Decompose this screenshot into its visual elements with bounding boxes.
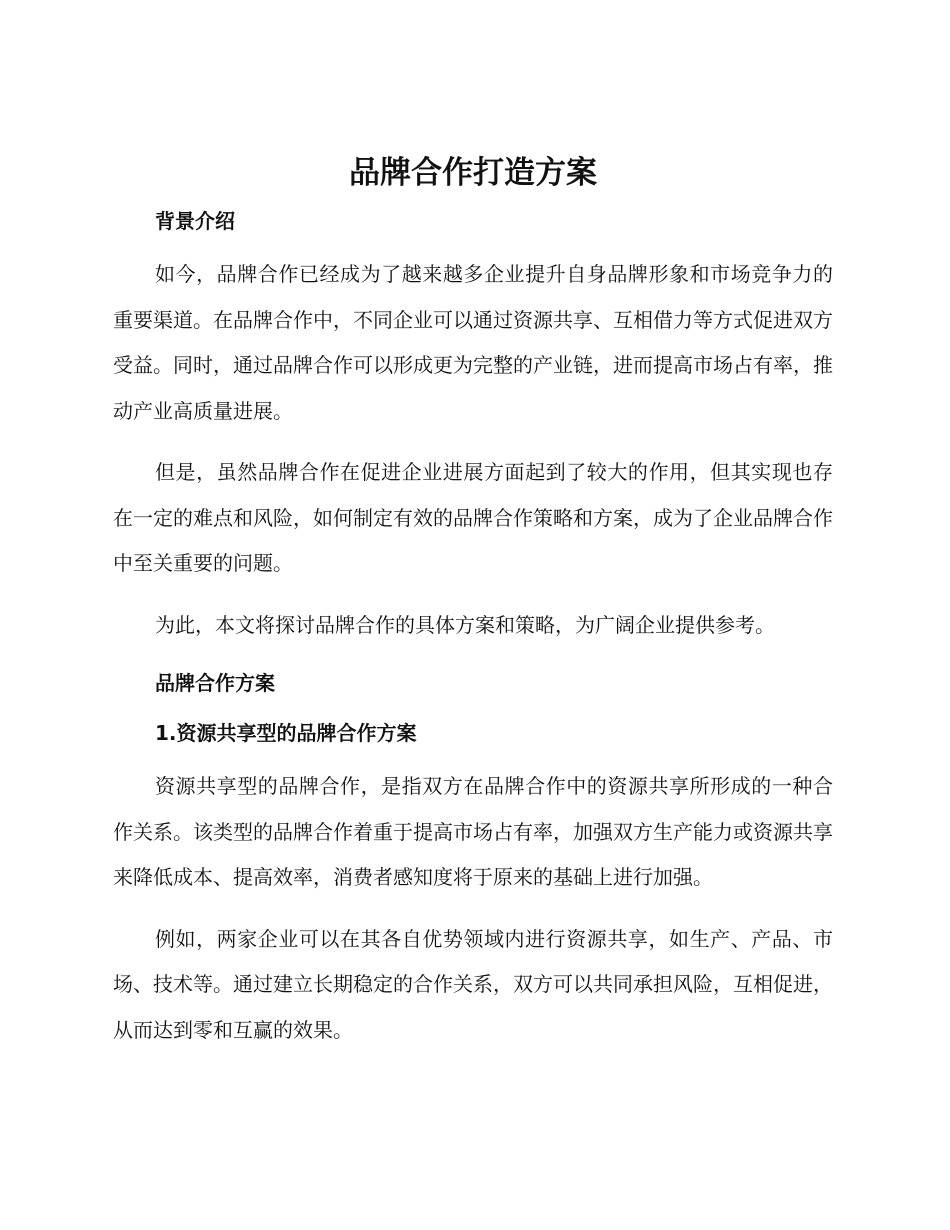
document-title: 品牌合作打造方案 [349,155,597,191]
paragraph: 为此，本文将探讨品牌合作的具体方案和策略，为广阔企业提供参考。 [155,612,775,637]
section-heading-background: 背景介绍 [155,209,235,233]
section-heading-plan: 品牌合作方案 [155,671,275,695]
paragraph: 资源共享型的品牌合作，是指双方在品牌合作中的资源共享所形成的一种合作关系。该类型的品牌合作着重于提高市场占有率，加强双方生产能力或资源共享来降低成本、提高效率，消费者感知度将于原来的基础上进行加强。 [113,774,833,889]
paragraph: 如今，品牌合作已经成为了越来越多企业提升自身品牌形象和市场竞争力的重要渠道。在品牌合作中，不同企业可以通过资源共享、互相借力等方式促进双方受益。同时，通过品牌合作可以形成更为完整的产业链，进而提高市场占有率，推动产业高质量进展。 [113,262,833,423]
paragraph: 例如，两家企业可以在其各自优势领域内进行资源共享，如生产、产品、市场、技术等。通过建立长期稳定的合作关系，双方可以共同承担风险，互相促进，从而达到零和互赢的效果。 [113,926,833,1042]
paragraph: 但是，虽然品牌合作在促进企业进展方面起到了较大的作用，但其实现也存在一定的难点和风险，如何制定有效的品牌合作策略和方案，成为了企业品牌合作中至关重要的问题。 [113,460,833,575]
document-page [113,150,833,1069]
subsection-heading-resource-sharing: 1.资源共享型的品牌合作方案 [155,721,417,745]
